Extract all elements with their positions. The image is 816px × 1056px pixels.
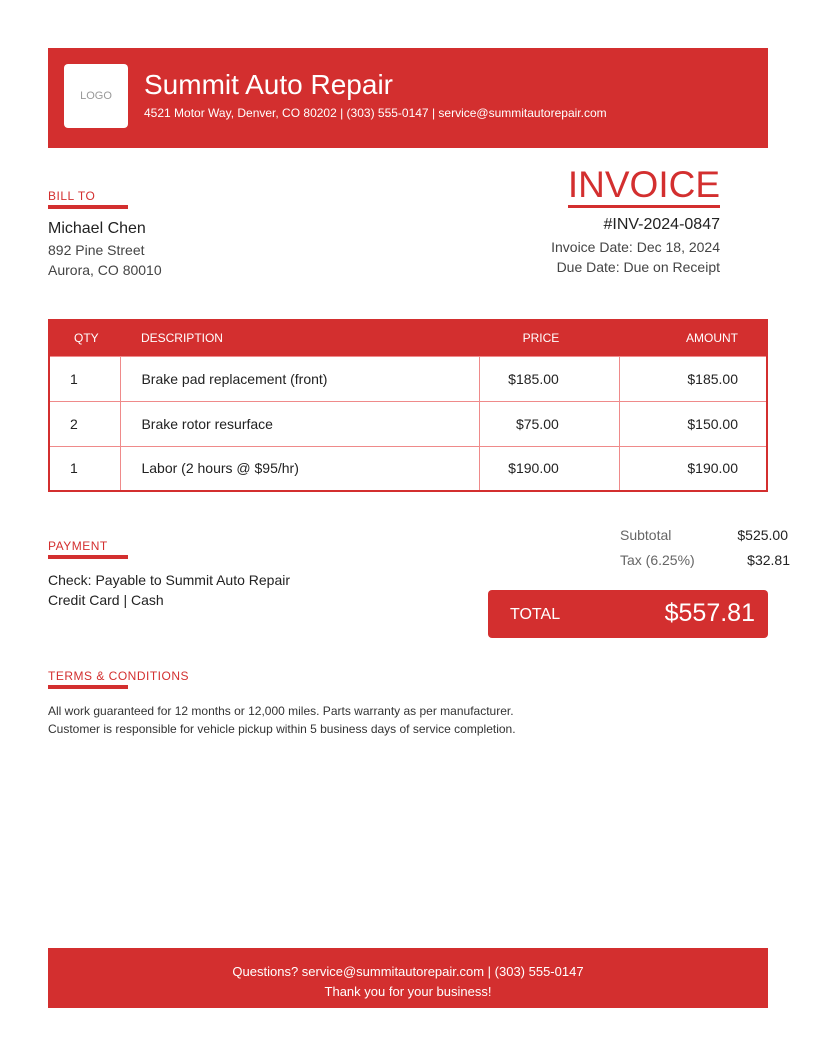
company-logo: LOGO [64,64,128,128]
qty-cell: 1 [49,356,121,401]
amount-cell: $185.00 [619,356,767,401]
due-date: Due Date: Due on Receipt [556,259,720,275]
subtotal-value: $525.00 [737,527,788,543]
header-amount: AMOUNT [619,320,767,356]
header-price: PRICE [479,320,619,356]
total-label: TOTAL [510,606,561,623]
footer [48,948,768,1008]
table-row [49,401,767,446]
customer-street: 892 Pine Street [48,242,145,258]
company-address: 4521 Motor Way, Denver, CO 80202 | (303) 555-0147 | service@summitautorepair.com [144,106,607,120]
qty-cell: 2 [49,401,121,446]
customer-name: Michael Chen [48,220,146,237]
amount-cell: $150.00 [619,401,767,446]
footer-thanks: Thank you for your business! [324,984,492,999]
customer-city: Aurora, CO 80010 [48,262,162,278]
divider [48,205,128,209]
footer-contact: Questions? service@summitautorepair.com | (303) 555-0147 [232,964,584,979]
description-cell: Brake rotor resurface [121,401,479,446]
description-cell: Labor (2 hours @ $95/hr) [121,446,479,491]
company-name: Summit Auto Repair [144,69,393,100]
tax-label: Tax (6.25%) [620,552,695,568]
terms-line-1: All work guaranteed for 12 months or 12,000 miles. Parts warranty as per manufacturer. [48,704,514,718]
table-row [49,446,767,491]
total-value: $557.81 [664,599,755,627]
table-header-row [49,320,767,356]
header-qty: QTY [49,320,121,356]
terms-line-2: Customer is responsible for vehicle pickup within 5 business days of service completion. [48,722,516,736]
terms-label: TERMS & CONDITIONS [48,669,190,683]
payment-label: PAYMENT [48,539,108,553]
divider [48,555,128,559]
bill-to-label: BILL TO [48,189,96,203]
price-cell: $185.00 [479,356,619,401]
payment-line-1: Check: Payable to Summit Auto Repair [48,572,291,588]
line-items-table [48,319,768,492]
company-header [48,48,768,148]
invoice-number: #INV-2024-0847 [603,216,720,233]
header-description: DESCRIPTION [121,320,479,356]
description-cell: Brake pad replacement (front) [121,356,479,401]
invoice-title: INVOICE [568,166,720,208]
total-box [488,590,768,638]
subtotal-label: Subtotal [620,527,672,543]
invoice-date: Invoice Date: Dec 18, 2024 [551,239,720,255]
qty-cell: 1 [49,446,121,491]
price-cell: $190.00 [479,446,619,491]
divider [48,685,128,689]
price-cell: $75.00 [479,401,619,446]
tax-value: $32.81 [747,552,790,568]
amount-cell: $190.00 [619,446,767,491]
table-row [49,356,767,401]
payment-line-2: Credit Card | Cash [48,592,164,608]
